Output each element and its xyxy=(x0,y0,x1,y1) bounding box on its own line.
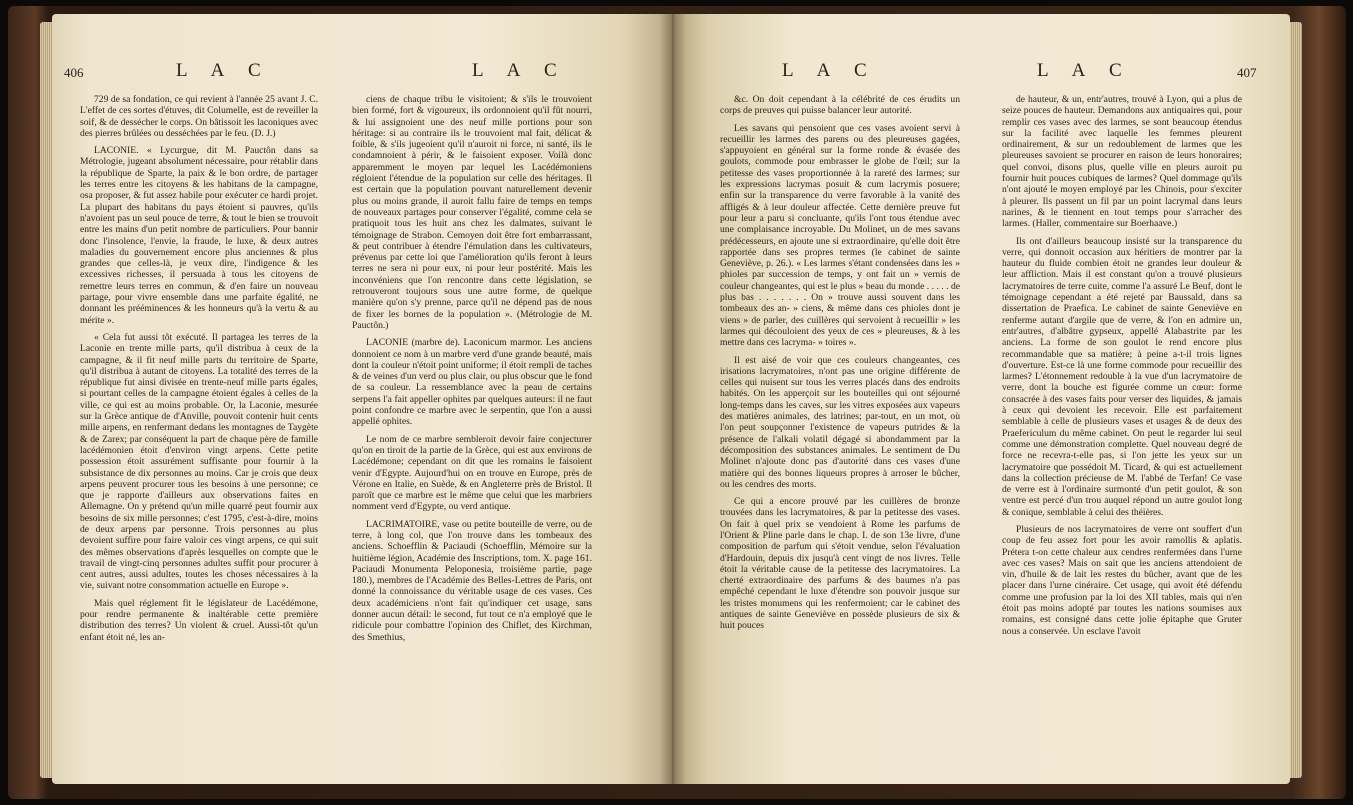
paragraph: Il est aisé de voir que ces couleurs changeantes, ces irisations lacrymatoires, n'ont pas une origine différente de celles qui nuisent sur tous les verres placés dans des endroits habités. On les apperçoit sur les bouteilles qui ont séjourné long-temps dans les caves, sur les vitres exposées aux vapeurs des matières animales, des latrines; par-tout, en un mot, où l'on peut soupçonner l'existence de vapeurs putrides & la présence de l'alkali volatil dégagé si abondamment par la décomposition des substances animales. Le sentiment de Du Molinet n'ajoute donc pas d'autorité dans ces vases d'une matière qui des bonnes liqueurs propres à arroser le bûcher, ou les cendres des morts. xyxy=(720,354,960,490)
paragraph: Ils ont d'ailleurs beaucoup insisté sur la transparence du verre, qui donnoit occasion aux héritiers de montrer par la hauteur du fluide combien étoit ne grandes leur douleur & leur affliction. Mais il est constant qu'on a trouvé plusieurs lacrymatoires de terre cuite, comme l'a assuré Le Beuf, dont le témoignage cependant a été rejeté par Baussald, dans sa dissertation de Praefica. Le cabinet de sainte Geneviève en renferme autant d'argile que de verre, & l'on en admire un, entr'autres, d'albâtre gypseux, appellé Alabastrite par les anciens. La forme de son goulot le rend encore plus recommandable que sa matière; à peine a-t-il trois lignes d'ouverture. Est-ce là une forme commode pour recueillir des larmes? L'étonnement redouble à la vue d'un lacrymatoire de verre, dont la bouche est figurée comme un cœur: forme consacrée à des vases faits pour verser des liquides, & jamais à ceux qui devoient les recevoir. Elle est parfaitement semblable à celle de plusieurs vases et usages & de deux des Praefericulum du même cabinet. On peut le regarder lui seul comme une démonstration complette. Quel nouveau degré de force ne recevra-t-elle pas, si l'on jette les yeux sur un lacrymatoire que possédoit M. Ticard, & qui est actuellement dans la collection précieuse de M. l'abbé de Terfan! Ce vase de verre est à l'ordinaire surmonté d'un petit goulot, & son ventre est percé d'un trou auquel répond un autre goulot long & conique, semblable à celui des théières. xyxy=(1002,235,1242,518)
paragraph: Les savans qui pensoient que ces vases avoient servi à recueillir les larmes des parens ou des pleureuses gagées, s'appuyoient en général sur la forme ronde & évasée des goulots, commode pour embrasser le globe de l'œil; sur la petitesse des vases proportionnée à la rareté des larmes; sur les expressions lacrymas posuit & cum lacrymis posuere; enfin sur la transparence du verre favorable à la vanité des affligés & à leur douleur affectée. Cette dernière preuve fut pour leur a paru si concluante, qu'ils l'ont tous étendue avec une complaisance incroyable. Du Molinet, un de mes savans prédécesseurs, en ajoute une si extraordinaire, qu'elle doit être rapportée dans ses propres termes (le cabinet de sainte Geneviève, p. 26.). « Les larmes s'étant condensées dans les » phioles par succession de temps, y ont fait un » vernis de couleur changeantes, qui est le plus » beau du monde . . . . . de plus bas . . . . . . . On » trouve aussi souvent dans les tombeaux des an- » ciens, & même dans ces phioles dont je viens » de parler, des cuillères qui servoient à recueillir » les larmes qui découloient des yeux de ces » pleureuses, & à les mettre dans ces lacryma- » toires ». xyxy=(720,122,960,349)
page-number: 406 xyxy=(64,65,84,80)
paragraph: Mais quel réglement fit le législateur de Lacédémone, pour rendre permanente & inaltérable cette première distribution des terres? Un violent & cruel. Aussi-tôt qu'un enfant étoit né, les an- xyxy=(80,597,318,643)
paragraph: LACRIMATOIRE, vase ou petite bouteille de verre, ou de terre, à long col, que l'on trouve dans les tombeaux des anciens. Schoefflin & Paciaudi (Schoefflin, Mémoire sur la huitième légion, Académie des Inscriptions, tom. X. page 161. Paciaudi Monumenta Peloponesia, troisième partie, page 180.), membres de l'Académie des Belles-Lettres de Paris, ont donné la connoissance du véritable usage de ces vases. Ces deux académiciens n'ont fait qu'indiquer cet usage, sans donner aucun détail: le second, fut tout ce n'a employé que le ridicule pour combattre l'opinion des Chiflet, des Kirchman, des Smethius, xyxy=(352,518,592,643)
paragraph: ciens de chaque tribu le visitoient; & s'ils le trouvoient bien formé, fort & vigoureux, ils ordonnoient qu'il fût nourri, & lui assignoient une des neuf mille portions pour son héritage: si au contraire ils le trouvoient mal fait, délicat & foible, & s'ils jugeoient qu'il n'auroit ni force, ni santé, ils le condamnoient à périr, & le faisoient exposer. Voilà donc apparemment le moyen par lequel les Lacédémoniens régloient l'étendue de la population sur celle des héritages. Il est certain que la population pouvant naturellement devenir plus ou moins grande, il auroit fallu faire de temps en temps de nouveaux partages pour conserver l'égalité, comme cela se pratiquoit tous les huit ans chez les dalmates, suivant le témoignage de Strabon. Cemoyen doit être fort embarrassant, & peut contribuer à étendre l'émulation dans les cultivateurs, prévenus par cette loi que l'amélioration qu'ils feront à leurs terres ne sera ni pour eux, ni pour leur postérité. Mais les inconvéniens que l'on rencontre dans cette législation, se retrouveront toujours sous une autre forme, de quelque manière qu'on s'y prenne, parce qu'il ne dépend pas de nous de fixer les bornes de la population ». (Métrologie de M. Pauctôn.) xyxy=(352,94,592,331)
paragraph: Ce qui a encore prouvé par les cuillères de bronze trouvées dans les lacrymatoires, & par la petitesse des vases. On fait à quel prix se vendoient à Rome les parfums de l'Orient & Pline parle dans le chap. I. de son 13e livre, d'une composition de parfum qui s'étoit vendue, selon l'évaluation d'Hardouin, depuis dix jusqu'à cent vingt de nos livres. Telle étoit la véritable cause de la petitesse des lacrymatoires. La cherté extraordinaire des parfums & des baumes n'a pas empêché cependant le luxe d'étendre son pouvoir jusque sur les tristes monumens qui les renfermoient; car le cabinet des antiques de sainte Geneviève en possède plusieurs de six & huit pouces xyxy=(720,496,960,632)
paragraph: LACONIE (marbre de). Laconicum marmor. Les anciens donnoient ce nom à un marbre verd d'une grande beauté, mais dont la couleur n'étoit point uniforme; il étoit rempli de taches & de veines d'un verd ou plus clair, ou plus obscur que le fond de sa couleur. La ressemblance avec la peau de certains serpens l'a fait appeller ophites par quelques auteurs: il ne faut point confondre ce marbre avec le serpentin, que l'on a aussi appellé ophites. xyxy=(352,337,592,428)
paragraph: « Cela fut aussi tôt exécuté. Il partagea les terres de la Laconie en trente mille parts, qu'il distribua à ceux de la campagne, & il fit neuf mille parts du territoire de Sparte, qu'il distribua à autant de citoyens. La totalité des terres de la république fut ainsi divisée en trente-neuf mille parts égales, si pourtant celles de la campagne étoient égales à celles de la ville, ce qui est au moins probable. Or, la Laconie, mesurée sur la Grèce antique de d'Anville, pouvoit contenir huit cents mille arpens, en renfermant dedans les montagnes de Taygète & de Zarex; par conséquent la part de chaque père de famille lacédémonien étoit d'environ vingt arpens. Cette petite possession étoit assurément suffisante pour fournir à la subsistance de dix personnes au moins. Car je crois que deux arpens peuvent procurer tous les besoins à une personne; ce que je rapporte d'ailleurs aux observations faites en Allemagne. On y prétend qu'un mille quarré peut fournir aux besoins de six mille personnes; c'est 1795, c'est-à-dire, moins de deux arpens par personne. Trois personnes au plus devoient suffire pour faire valoir ces vingt arpens, ce qui suit des mêmes observations d'après lesquelles on compte que le travail de vingt-cinq personnes adultes suffit pour procurer à cent autres, aussi adultes, toutes les choses nécessaires à la vie, suivant notre consommation actuelle en Europe ». xyxy=(80,331,318,592)
running-head: L A C xyxy=(176,60,271,81)
page-number: 407 xyxy=(1237,65,1257,80)
paragraph: 729 de sa fondation, ce qui revient à l'année 25 avant J. C. L'effet de ces sortes d'étuves, dit Columelle, est de reveiller la soif, & de dessécher le corps. On bâtissoit les laconiques avec des pierres brûlées ou desséchées par le feu. (D. J.) xyxy=(80,94,318,139)
paragraph: Plusieurs de nos lacrymatoires de verre ont souffert d'un coup de feu assez fort pour les avoir ramollis & aplatis. Prétera t-on cette chaleur aux cendres renfermées dans l'urne avec ces vases? Mais on sait que les anciens attendoient de vin, d'huile & de lait les restes du bûcher, avant que de les placer dans l'urne cinéraire. Cet usage, qui avoit été défendu comme une profusion par la loi des XII tables, mais qui n'en étoit pas moins adopté par toutes les nations soumises aux romains, est consigné dans cette jolie épitaphe que Gruter nous a conservée. Un esclave l'avoit xyxy=(1002,523,1242,637)
paragraph: de hauteur, & un, entr'autres, trouvé à Lyon, qui a plus de seize pouces de hauteur. Demandons aux antiquaires qui, pour remplir ces vases avec des larmes, se sont beaucoup étendus sur la facilité avec laquelle les femmes pleurent ordinairement, & sur un redoublement de larmes que les pleureuses savoient se procurer en raison de leurs honoraires; quel convoi, disons plus, quelle ville en pleurs auroit pu fournir huit pouces cubiques de larmes? Quel dommage qu'ils n'ont ajouté le moyen employé par les Chinois, pour s'exciter à pleurer. Ils passent un fil par un point lacrymal dans leurs narines, & le tiennent en tout temps pour s'arracher des larmes. (Haller, commentaire sur Boerhaave.) xyxy=(1002,94,1242,230)
running-head: L A C xyxy=(472,60,567,81)
left-running-head xyxy=(52,60,672,84)
text-column-left xyxy=(80,94,318,784)
running-head: L A C xyxy=(1037,60,1132,81)
text-column-right xyxy=(1002,94,1242,784)
text-column-right xyxy=(352,94,592,784)
left-page xyxy=(52,14,672,784)
paragraph: LACONIE. « Lycurgue, dit M. Pauctôn dans sa Métrologie, jugeant absolument nécessaire, pour rétablir dans la république de Sparte, la paix & le bon ordre, de partager les terres entre les citoyens & les habitans de la campagne, osa proposer, & fut assez habile pour exécuter ce hardi projet. La plupart des habitans du pays étoient si pauvres, qu'ils n'avoient pas un seul pouce de terre, & tout le bien se trouvoit entre les mains d'un petit nombre de particuliers. Pour bannir donc l'insolence, l'envie, la fraude, le luxe, & deux autres maladies du gouvernement encore plus anciennes & plus grandes que celles-là, je veux dire, l'indigence & les excessives richesses, il persuada à tous les citoyens de remettre leurs terres en commun, & d'en faire un nouveau partage, pour vivre ensemble dans une parfaite égalité, ne donnant les prééminences & les honneurs qu'à la vertu & au mérite ». xyxy=(80,145,318,326)
running-head: L A C xyxy=(782,60,877,81)
right-running-head xyxy=(672,60,1290,84)
page-edges-right xyxy=(1288,22,1302,778)
right-page xyxy=(672,14,1290,784)
text-column-left xyxy=(720,94,960,784)
paragraph: &c. On doit cependant à la célébrité de ces érudits un corps de preuves qui puisse balancer leur autorité. xyxy=(720,94,960,117)
paragraph: Le nom de ce marbre sembleroit devoir faire conjecturer qu'on en tiroit de la partie de la Grèce, qui est aux environs de Lacédémone; cependant on dit que les romains le faisoient venir d'Egypte. Aujourd'hui on en trouve en Europe, près de Vérone en Italie, en Suède, & en Angleterre près de Bristol. Il paroît que ce marbre est le même que celui que les marbriers nomment verd d'Egypte, ou verd antique. xyxy=(352,433,592,513)
